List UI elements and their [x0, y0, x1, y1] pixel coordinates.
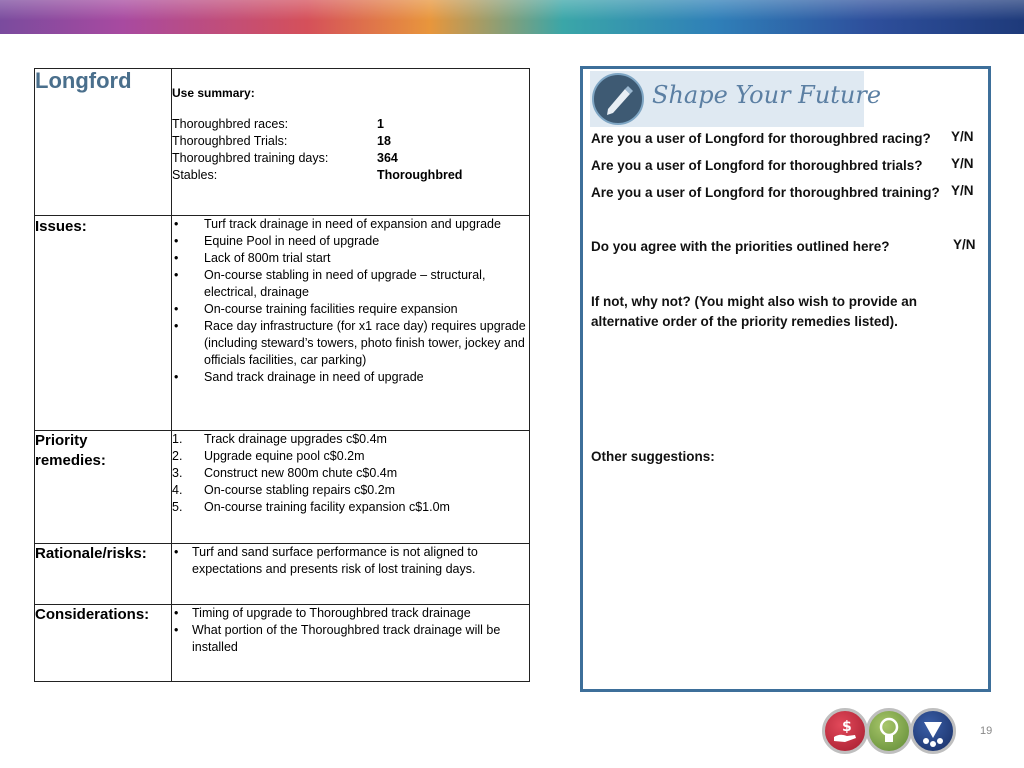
logo-text: Shape Your Future — [652, 81, 882, 109]
lightbulb-icon-svg — [869, 711, 909, 751]
footer-icons — [822, 708, 954, 756]
list-item: • Sand track drainage in need of upgrade — [172, 369, 529, 386]
venue-table — [34, 68, 530, 682]
list-item: • Equine Pool in need of upgrade — [172, 233, 529, 250]
stat-value: Thoroughbred — [377, 168, 463, 182]
list-item: • Turf and sand surface performance is not aligned to expectations and presents risk of lost training days. — [172, 544, 529, 578]
question-priorities: Do you agree with the priorities outlined here? — [591, 239, 890, 254]
rationale-list — [172, 544, 529, 578]
row-rationale — [35, 544, 530, 605]
svg-text:$: $ — [842, 719, 852, 735]
priority-label-cell — [35, 431, 172, 544]
stat-value: 18 — [377, 134, 391, 148]
list-item: • Race day infrastructure (for x1 race day) requires upgrade (including steward’s towers, photo finish tower, jockey and officials facilities, car parking) — [172, 318, 529, 369]
list-item — [172, 499, 529, 516]
header-banner — [0, 0, 1024, 34]
stat-label: Stables: — [172, 168, 218, 182]
yn-trials: Y/N — [951, 156, 974, 171]
list-item: • On-course training facilities require expansion — [172, 301, 529, 318]
banner-sheen — [0, 0, 1024, 34]
use-summary-label: Use summary: — [172, 86, 255, 100]
list-item: • Timing of upgrade to Thoroughbred track drainage — [172, 605, 529, 622]
stats-grid — [172, 116, 529, 184]
list-item — [172, 448, 529, 465]
network-icon-svg — [913, 711, 953, 751]
row-considerations — [35, 605, 530, 682]
stat-value: 1 — [377, 117, 384, 131]
question-why-not: If not, why not? (You might also wish to provide an alternative order of the priority remedies listed). — [591, 294, 917, 329]
list-item: • Turf track drainage in need of expansion and upgrade — [172, 216, 529, 233]
considerations-list — [172, 605, 529, 656]
item-number: 2. — [172, 449, 183, 463]
summary-cell — [172, 69, 530, 216]
stat-label: Thoroughbred Trials: — [172, 134, 288, 148]
question-training: Are you a user of Longford for thoroughbred training? — [591, 185, 940, 200]
rationale-label-cell — [35, 544, 172, 605]
issues-cell — [172, 216, 530, 431]
rationale-cell — [172, 544, 530, 605]
list-item — [172, 431, 529, 448]
feedback-panel — [580, 66, 991, 692]
priority-cell — [172, 431, 530, 544]
list-item — [172, 482, 529, 499]
yn-racing: Y/N — [951, 129, 974, 144]
question-trials: Are you a user of Longford for thoroughbred trials? — [591, 158, 923, 173]
question-other: Other suggestions: — [591, 449, 715, 464]
yn-training: Y/N — [951, 183, 974, 198]
stat-label: Thoroughbred training days: — [172, 151, 329, 165]
shape-your-future-logo — [590, 71, 882, 127]
priority-label: Priority remedies: — [35, 432, 106, 469]
priority-list — [172, 431, 529, 516]
list-item — [172, 465, 529, 482]
money-hand-icon — [822, 708, 868, 754]
row-issues — [35, 216, 530, 431]
issues-label: Issues: — [35, 218, 87, 235]
item-text: Track drainage upgrades c$0.4m — [204, 432, 387, 446]
list-item: • Lack of 800m trial start — [172, 250, 529, 267]
yn-priorities: Y/N — [953, 237, 976, 252]
item-number: 5. — [172, 500, 183, 514]
item-number: 3. — [172, 466, 183, 480]
item-text: On-course stabling repairs c$0.2m — [204, 483, 396, 497]
list-item: • On-course stabling in need of upgrade – structural, electrical, drainage — [172, 267, 529, 301]
item-number: 4. — [172, 483, 183, 497]
item-text: Upgrade equine pool c$0.2m — [204, 449, 365, 463]
pencil-icon — [592, 73, 644, 125]
lightbulb-icon — [866, 708, 912, 754]
row-summary — [35, 69, 530, 216]
considerations-cell — [172, 605, 530, 682]
item-text: On-course training facility expansion c$1.0m — [204, 500, 450, 514]
considerations-label-cell — [35, 605, 172, 682]
rationale-label: Rationale/risks: — [35, 545, 147, 562]
item-text: Construct new 800m chute c$0.4m — [204, 466, 398, 480]
row-priorities — [35, 431, 530, 544]
question-racing: Are you a user of Longford for thoroughbred racing? — [591, 131, 931, 146]
issues-list — [172, 216, 529, 386]
item-number: 1. — [172, 432, 183, 446]
stat-label: Thoroughbred races: — [172, 117, 289, 131]
page-number: 19 — [980, 725, 993, 737]
venue-title: Longford — [35, 68, 132, 93]
stat-value: 364 — [377, 151, 398, 165]
considerations-label: Considerations: — [35, 606, 150, 623]
list-item: • What portion of the Thoroughbred track drainage will be installed — [172, 622, 529, 656]
money-hand-icon-svg — [825, 711, 865, 751]
issues-label-cell — [35, 216, 172, 431]
venue-cell — [35, 69, 172, 216]
network-icon — [910, 708, 956, 754]
pencil-icon-svg — [594, 75, 642, 123]
